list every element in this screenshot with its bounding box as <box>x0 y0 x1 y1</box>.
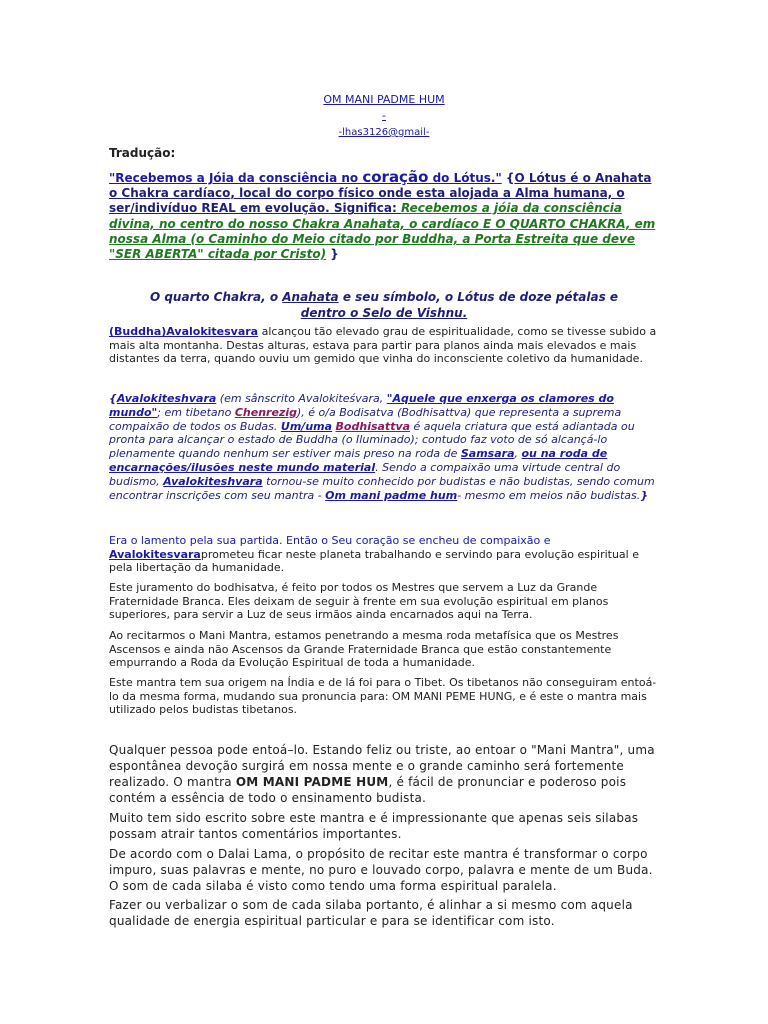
buddha-paragraph <box>109 325 661 366</box>
author-email-link[interactable]: -lhas3126@gmail- <box>338 127 430 138</box>
quote-part-1: "Recebemos a Jóia da consciência no <box>109 171 363 185</box>
fazer-paragraph: Fazer ou verbalizar o som de cada silaba portanto, é alinhar a si mesmo com aquela qualidade de energia espiritual particular e para se identificar com isto. <box>109 898 633 928</box>
aval-text-6: . Sendo a compaixão uma virtude central do budismo, <box>109 460 621 488</box>
brace-open-2: { <box>109 392 117 405</box>
brace-open: { <box>501 171 515 185</box>
brace-close: } <box>326 247 339 262</box>
chakra-heading <box>120 289 648 321</box>
buddha-text: alcançou tão elevado grau de espiritualidade, como se tivesse subido a mais alta montanha. Destas alturas, estava para partir para planos ainda mais elevados e mais distantes da terra, quando ouviu um gemido que vinha do inconsciente coletivo da humanidade. <box>109 325 657 365</box>
chakra-line-2: dentro o Selo de Vishnu. <box>300 306 468 320</box>
escrito-paragraph: Muito tem sido escrito sobre este mantra e é impressionante que apenas seis silabas possam atrair tantos comentários importantes. <box>109 811 639 841</box>
translation-quote <box>109 170 661 262</box>
origem-paragraph: Este mantra tem sua origem na Índia e de lá foi para o Tibet. Os tibetanos não conseguiram entoá-lo da mesma forma, mudando sua pronuncia para: OM MANI PEME HUNG, e é este o mantra mais utilizado pelos budistas tibetanos. <box>109 676 657 716</box>
chenrezig-link[interactable]: Chenrezig <box>234 405 297 419</box>
um-uma-link[interactable]: Um/uma <box>280 419 333 433</box>
quote-part-6: , local do corpo físico onde esta alojada a Alma humana, o ser/indivíduo REAL em evolução. Significa: <box>109 186 625 216</box>
recitar-paragraph: Ao recitarmos o Mani Mantra, estamos penetrando a mesma roda metafísica que os Mestres Ascensos e ainda não Ascensos da Grande Fraternidade Branca que estão constantemente empurrando a Roda da Evolução Espiritual de toda a humanidade. <box>109 629 619 669</box>
avalokitesvara-link-2[interactable]: Avalokitesvara <box>109 547 201 561</box>
lament-text-1: Era o lamento pela sua partida. Então o Seu coração se encheu de compaixão e <box>109 534 551 547</box>
aval-text-5: , <box>514 447 522 461</box>
dalai-paragraph: De acordo com o Dalai Lama, o propósito de recitar este mantra é transformar o corpo impuro, suas palavras e mente, no puro e louvado corpo, palavra e mente de um Buda. O som de cada silaba é visto como tendo uma forma espiritual paralela. <box>109 847 653 893</box>
lament-paragraph <box>109 534 661 575</box>
bodhisattva-link[interactable]: Bodhisattva <box>335 419 411 433</box>
document-title[interactable]: OM MANI PADME HUM <box>323 93 445 106</box>
lament-text-2: prometeu ficar neste planeta trabalhando e servindo para evolução espiritual e pela libertação da humanidade. <box>109 547 639 574</box>
quote-lotus-link[interactable]: O Lótus é o Anahata o Chakra cardíaco <box>109 171 652 201</box>
aval-text-7: tornou-se muito conhecido por budistas e não budistas, sendo comum encontrar inscrições com seu mantra - <box>109 474 655 502</box>
qualquer-paragraph <box>109 742 661 806</box>
juramento-paragraph: Este juramento do bodhisatva, é feito por todos os Mestres que servem a Luz da Grande Fraternidade Branca. Eles deixam de seguir à frente em sua evolução espiritual em planos superiores, para servir a Luz de seus irmãos ainda encarnados aqui na Terra. <box>109 581 609 621</box>
avalokitesvara-link[interactable]: (Buddha)Avalokitesvara <box>109 325 259 338</box>
om-mani-padme-hum-link[interactable]: Om mani padme hum <box>325 488 458 502</box>
chakra-line-1c: e seu símbolo, o Lótus de doze pétalas e <box>338 290 619 304</box>
avalokiteshvara-link-1[interactable]: Avalokiteshvara <box>116 392 217 405</box>
brace-close-2: } <box>640 488 649 502</box>
title-dash: - <box>382 109 386 122</box>
translation-heading: Tradução: <box>109 146 176 160</box>
aval-text-2: ; em tibetano <box>157 405 235 419</box>
avalokiteshvara-link-2[interactable]: Avalokiteshvara <box>163 474 263 488</box>
mantra-bold: OM MANI PADME HUM <box>235 775 389 789</box>
samsara-link[interactable]: Samsara <box>460 447 515 461</box>
aval-text-1: (em sânscrito Avalokiteśvara, <box>216 392 387 405</box>
chakra-line-1a: O quarto Chakra, o <box>149 290 283 304</box>
aval-text-4: é aquela criatura que está adiantada ou pronta para alcançar o estado de Buddha (o Iluminado); contudo faz voto de só alcançá-lo plenamente quando nenhum ser estiver mais preso na roda de <box>109 419 635 461</box>
qualquer-text-2: , é fácil de pronunciar e poderoso pois contém a essência de todo o ensinamento budista. <box>109 775 627 805</box>
aval-text-8: - mesmo em meios não budistas. <box>457 488 641 502</box>
avalokiteshvara-paragraph <box>109 392 661 502</box>
quote-heart-word: coração <box>362 168 429 186</box>
quote-part-3: do Lótus." <box>428 171 502 185</box>
encarnacoes-link[interactable]: ou na roda de encarnações/ilusões neste mundo material <box>109 447 608 474</box>
aval-text-3: ), é o/a Bodisatva (Bodhisattva) que representa a suprema compaixão de todos os Budas. <box>109 405 622 433</box>
qualquer-text-1: Qualquer pessoa pode entoá–lo. Estando feliz ou triste, ao entoar o "Mani Mantra", uma espontânea devoção surgirá em nossa mente e o grande caminho será fortemente realizado. O mantra <box>109 743 655 789</box>
anahata-link[interactable]: Anahata <box>282 290 339 304</box>
quote-green-text: Recebemos a jóia da consciência divina, no centro do nosso Chakra Anahata, o cardíaco E O QUARTO CHAKRA, em nossa Alma (o Caminho do Meio citado por Buddha, a Porta Estreita que deve "SER ABERTA" citada por Cristo) <box>109 201 656 262</box>
clamores-link[interactable]: "Aquele que enxerga os clamores do mundo" <box>109 392 614 419</box>
